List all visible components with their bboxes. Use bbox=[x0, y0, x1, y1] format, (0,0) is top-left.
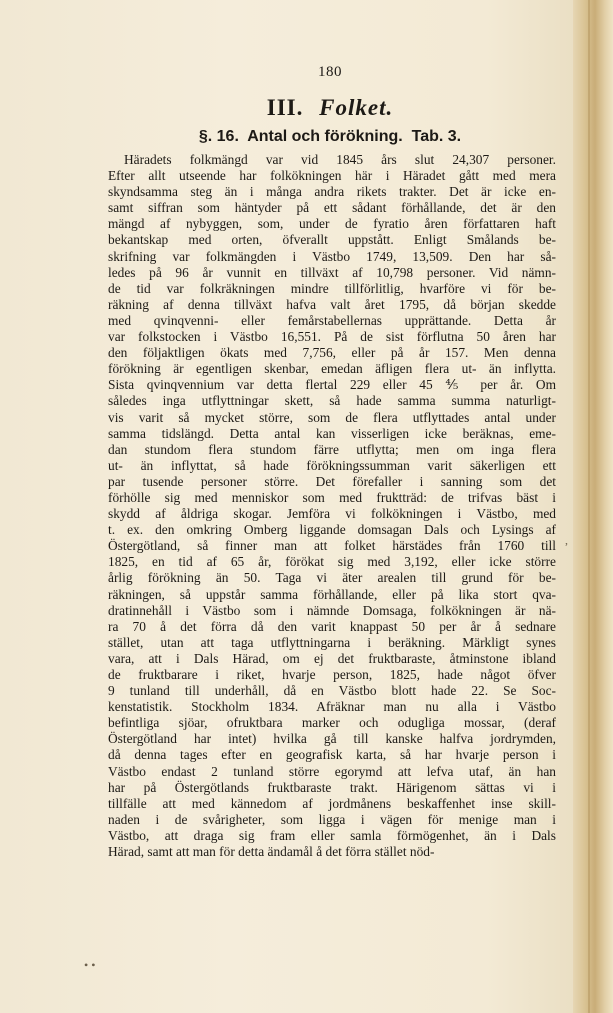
text-line: förhölle sig med menniskor som med fruktträd: de trifvas bäst i bbox=[108, 489, 556, 505]
text-line: de fruktbarare i riket, hvarje person, 1825, hade något öfver bbox=[108, 667, 556, 682]
text-line: 9 tunland till underhåll, då en Västbo blott hade 22. Se Soc- bbox=[108, 683, 556, 699]
section-roman-numeral: III. bbox=[266, 95, 304, 120]
text-line: skydd af åldriga skogar. Jemföra vi folkökningen i Västbo, med bbox=[108, 506, 556, 522]
text-line: var folkstocken i Västbo 16,551. På de sist förflutna 50 åren har bbox=[108, 329, 556, 345]
margin-speck: , bbox=[565, 533, 568, 547]
text-line: stället, utan att taga utflyttningarna i beräkning. Märkligt synes bbox=[108, 634, 556, 650]
text-line: den följaktligen ökats med 7,756, eller på år 157. Men denna bbox=[108, 345, 556, 361]
text-line: ra 70 å det förra då den varit knappast 50 per år å sednare bbox=[108, 618, 556, 634]
text-line: Östergötland har intet) hvilka gå till kanske halfva jordrymden, bbox=[108, 731, 556, 747]
text-line: samt siffran som häntyder på ett sådant förhållande, det är den bbox=[108, 200, 556, 216]
text-line: ledes på 96 år vunnit en tillväxt af 10,798 personer. Vid nämn- bbox=[108, 264, 556, 280]
text-line: t. ex. den omkring Omberg liggande domsagan Dals och Lysings af bbox=[108, 522, 556, 538]
text-line: Östergötland, så finner man att folket härstädes från 1760 till bbox=[108, 538, 556, 554]
text-line: Västbo, att draga sig fram eller samla förmögenhet, än i Dals bbox=[108, 827, 556, 843]
text-line: förökning är egentligen skenbar, emedan äfligen flera ut- än inflytta. bbox=[108, 361, 556, 377]
text-line: tillfälle att med kännedom af jordmånens beskaffenhet inse skill- bbox=[108, 795, 556, 811]
text-line: dratinnehåll i Västbo som i nämnde Domsaga, folkökningen är nä- bbox=[108, 602, 556, 618]
gutter-fold-line bbox=[588, 0, 590, 1013]
text-line: Sista qvinqvennium var detta flertal 229 eller 45 ⅘ per år. Om bbox=[108, 377, 556, 393]
text-line: årlig förökning än 50. Taga vi äter arealen till grund för be- bbox=[108, 570, 556, 586]
text-line: skrifning var folkmängden i Västbo 1749, 13,509. Den har så- bbox=[108, 248, 556, 264]
text-line: Härad, samt att man för detta ändamål å det förra stället nöd- bbox=[108, 844, 435, 860]
paragraph-subheading: §. 16. Antal och förökning. Tab. 3. bbox=[198, 128, 462, 145]
text-line: samma tidslängd. Detta antal kan visserligen icke beräknas, eme- bbox=[108, 425, 556, 441]
text-line: Västbo endast 2 tunland större egorymd att lefva utaf, än han bbox=[108, 763, 556, 779]
text-line: bekantskap med orten, öfverallt uppstått. Enligt Smålands be- bbox=[108, 232, 556, 248]
text-line: dan stundom flera stundom färre utflytta; men om inga flera bbox=[108, 441, 556, 457]
text-line: skyndsamma steg än i många andra rikets trakter. Det är icke en- bbox=[108, 184, 556, 200]
text-line: ut- än inflyttat, så hade förökningssumman varit säkerligen ett bbox=[108, 457, 556, 473]
body-text bbox=[108, 152, 556, 860]
text-line: par tusende personer större. Det förefaller i sanning som det bbox=[108, 473, 556, 489]
text-line: de tid var folkräkningen mindre tillförlitlig, hvarföre vi för be- bbox=[108, 280, 556, 296]
text-line: räkning af denna tillväxt hafva valt året 1795, då början skedde bbox=[108, 296, 556, 312]
text-line: således inga utflyttningar skett, så hade samma summa naturligt- bbox=[108, 393, 556, 409]
text-line: vara, att i Dals Härad, om ej det fruktbaraste, åtminstone ibland bbox=[108, 650, 556, 666]
text-line: räkningen, så uppstår samma förhållande, eller på lika stort qva- bbox=[108, 586, 556, 602]
margin-speck: • • bbox=[84, 958, 96, 972]
text-line: befintliga sjöar, ofruktbara marker och odugliga mossar, (deraf bbox=[108, 715, 556, 731]
text-line: då denna tages efter en geografisk karta, så har hvarje person i bbox=[108, 747, 556, 763]
section-title: Folket. bbox=[319, 95, 394, 120]
book-gutter bbox=[573, 0, 613, 1013]
text-line: har på Östergötlands fruktbaraste trakt. Härigenom sättas vi i bbox=[108, 779, 556, 795]
page-number: 180 bbox=[318, 64, 342, 80]
text-line: Efter allt utseende har folkökningen här i Häradet gått med mera bbox=[108, 168, 556, 184]
text-line: kenstatistik. Stockholm 1834. Afräknar man nu alla i Västbo bbox=[108, 699, 556, 715]
text-line: Häradets folkmängd var vid 1845 års slut 24,307 personer. bbox=[124, 152, 556, 167]
section-heading bbox=[0, 95, 613, 121]
text-line: naden i de svårigheter, som ligga i vägen för menige man i bbox=[108, 811, 556, 827]
text-line: med qvinqvenni- eller femårstabellernas upprättande. Detta år bbox=[108, 312, 556, 328]
text-line: mängd af nybyggen, som, under de fyratio åren författaren haft bbox=[108, 216, 556, 232]
text-line: vis varit så mycket större, som de flera utflyttades antal under bbox=[108, 409, 556, 425]
text-line: 1825, en tid af 65 år, förökat sig med 3,192, eller icke större bbox=[108, 554, 556, 570]
